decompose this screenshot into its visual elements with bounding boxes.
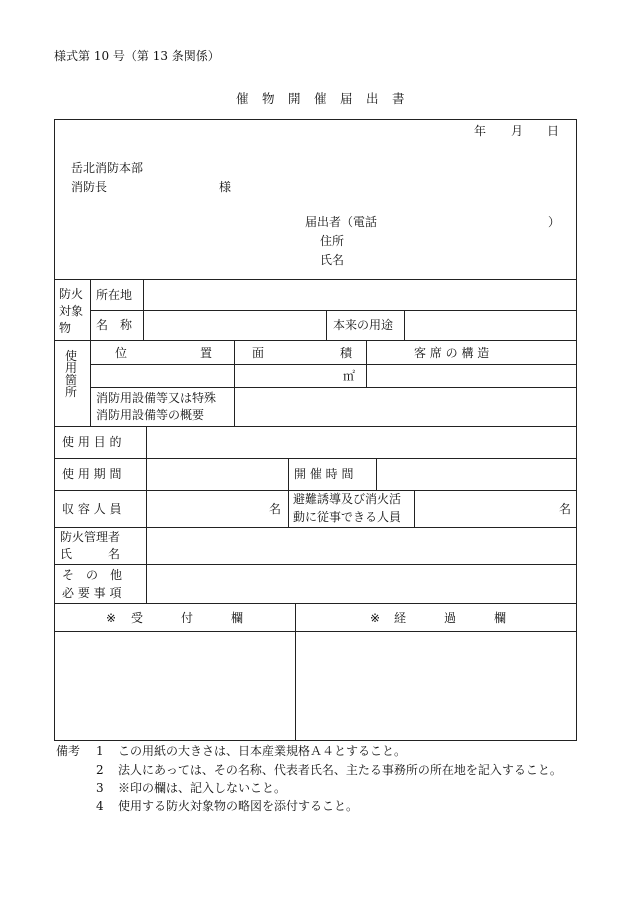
applicant-name-label: 氏名	[320, 253, 345, 267]
equipment-label-1: 消防用設備等又は特殊	[96, 391, 217, 405]
position-label-2: 置	[200, 346, 213, 360]
note-3-text: ※印の欄は、記入しないこと。	[118, 781, 287, 795]
note-2-num: 2	[96, 763, 104, 777]
note-1-num: 1	[96, 744, 104, 758]
location-label: 所在地	[96, 288, 133, 302]
applicant-phone-close: ）	[548, 215, 561, 229]
usage-place-label-2: 用	[65, 361, 78, 375]
area-label-2: 積	[340, 346, 353, 360]
usage-place-label-4: 所	[65, 385, 78, 399]
capacity-label: 収 容 人 員	[62, 502, 122, 516]
capacity-unit: 名	[269, 502, 282, 516]
evacuation-unit: 名	[559, 502, 572, 516]
note-4-text: 使用する防火対象物の略図を添付すること。	[118, 799, 359, 813]
evacuation-label-1: 避難誘導及び消火活	[293, 492, 402, 506]
period-label: 使 用 期 間	[62, 467, 122, 481]
addressee-title: 消防長	[71, 180, 108, 194]
target-label-2: 対象	[59, 304, 84, 318]
addressee-honorific: 様	[219, 180, 232, 194]
purpose-label: 使 用 目 的	[62, 435, 122, 449]
usage-place-label-1: 使	[65, 349, 78, 363]
evacuation-label-2: 動に従事できる人員	[293, 510, 402, 524]
other-label-2: 必 要 事 項	[62, 586, 122, 600]
note-4-num: 4	[96, 799, 104, 813]
notes-label: 備考	[56, 744, 81, 758]
other-label-1: そ の 他	[62, 568, 123, 582]
usage-place-label-3: 箇	[65, 373, 78, 387]
date-day: 日	[547, 124, 560, 138]
note-2-text: 法人にあっては、その名称、代表者氏名、主たる事務所の所在地を記入すること。	[118, 763, 562, 777]
form-number: 様式第 10 号（第 13 条関係）	[54, 49, 220, 63]
seating-label: 客 席 の 構 造	[414, 346, 490, 360]
target-label-1: 防火	[59, 287, 84, 301]
position-label-1: 位	[115, 346, 128, 360]
date-year: 年	[474, 124, 487, 138]
original-use-label: 本来の用途	[333, 318, 394, 332]
applicant-phone-label: 届出者（電話	[305, 215, 378, 229]
addressee-org: 岳北消防本部	[71, 161, 144, 175]
area-unit: ㎡	[343, 369, 356, 383]
note-1-text: この用紙の大きさは、日本産業規格Ａ４とすること。	[118, 744, 407, 758]
target-label-3: 物	[59, 321, 72, 335]
fire-manager-label-1: 防火管理者	[60, 530, 121, 544]
event-time-label: 開 催 時 間	[294, 467, 354, 481]
applicant-address-label: 住所	[320, 234, 345, 248]
equipment-label-2: 消防用設備等の概要	[96, 408, 205, 422]
area-label-1: 面	[252, 346, 265, 360]
name-label: 名 称	[96, 318, 133, 332]
notification-form: 様式第 10 号（第 13 条関係） 催 物 開 催 届 出 書 年 月 日 岳北消防本部 消防長 様 届出者（電話 ） 住所 氏名 防火 対象 物 所在地 名 称 本来の用途 使 用 箇 所 位 置 面 積 客 席 の 構 造 ㎡ 消防用設備等又は特殊 消防用設備等の概要 使 用 目 的 使 用 期 間 開 催 時 間 収 容 人 員 名 避難誘導及び消火活 動に従事できる人員 名 防火管理者 氏 名 そ の 他 必 要 事 項 ※ 受 付 欄 ※ 経 過 欄 備考 1 この用紙の大きさは、日本産業規格Ａ４とすること。 2 法人にあっては、その名称、代表者氏名、主たる事務所の所在地を記入すること。 3 ※印の欄は、記入しないこと。 4 使用する防火対象物の略図を添付すること。	[0, 0, 630, 903]
note-3-num: 3	[96, 781, 104, 795]
fire-manager-label-2: 氏 名	[60, 547, 121, 561]
date-month: 月	[511, 124, 524, 138]
